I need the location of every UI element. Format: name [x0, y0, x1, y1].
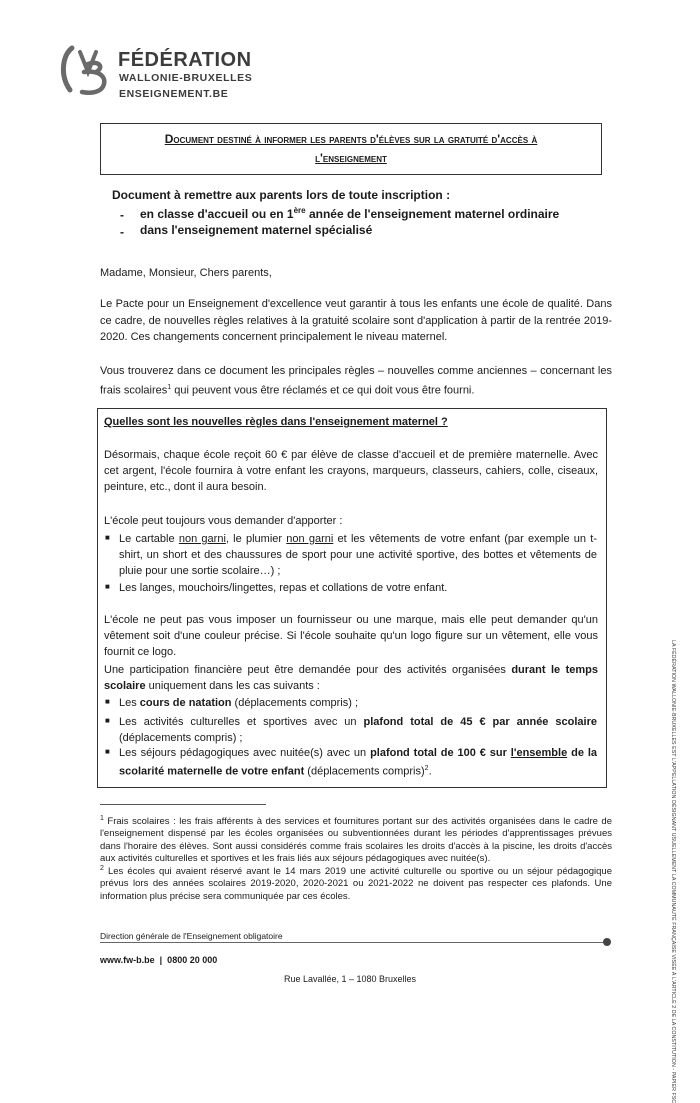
intro-paragraph-2: Vous trouverez dans ce document les principales règles – nouvelles comme anciennes – concernant les frais scolaires$^1$ qui peuvent vous être réclamés et ce qui doit vous être fourni. [100, 365, 612, 397]
footer-website: www.fw-b.be | 0800 20 000 [100, 955, 218, 965]
document-title-line-2: l'enseignement [315, 151, 387, 165]
rules-paragraph-2: L'école peut toujours vous demander d'apporter : [104, 515, 343, 527]
rules-heading: Quelles sont les nouvelles règles dans l'enseignement maternel ? [104, 416, 448, 428]
rules-item-langes: Les langes, mouchoirs/lingettes, repas et collations de votre enfant. [119, 582, 448, 594]
remettre-heading: Document à remettre aux parents lors de toute inscription : [112, 188, 451, 202]
bullet-icon: ■ [105, 747, 110, 756]
footnote-2: $^2$ Les écoles qui avaient réservé avant le 14 mars 2019 une activité culturelle ou sportive ou un séjour pédagogique prévus lors des années scolaires 2019-2020, 2020-2021 ou 2021-2022 ne doivent pas respecter ces plafonds. Une information plus précise sera communiquée par ces écoles. [100, 865, 612, 902]
footnote-rule [100, 804, 266, 805]
footnote-1: $^1$ Frais scolaires : les frais afférents à des services et fournitures portant sur des activités organisées dans le cadre de l'enseignement dispensé par les écoles organisées ou subventionnées durant les périodes d'apprentissages prévues dans l'horaire des élèves. Sont aussi considérés comme frais scolaires les droits d'accès à la piscine, les droits d'accès aux activités culturelles et sportives et les frais liés aux séjours pédagogiques avec nuitée(s). [100, 815, 612, 864]
rules-paragraph-4: Une participation financière peut être demandée pour des activités organisées durant le temps scolaire uniquement dans les cas suivants : [104, 664, 598, 692]
fwb-logo-icon [58, 42, 110, 98]
rules-item-cartable: Le cartable non garni, le plumier non garni et les vêtements de votre enfant (par exemple un t-shirt, un short et des chaussures de sport pour une activité sportive, des bottes et vêtements de pluie pour une sortie scolaire…) ; [119, 533, 597, 577]
remettre-item-2: dans l'enseignement maternel spécialisé [140, 223, 373, 237]
dash-bullet: - [120, 208, 124, 222]
rules-paragraph-1: Désormais, chaque école reçoit 60 € par élève de classe d'accueil et de première maternelle. Avec cet argent, l'école fournira à votre enfant les crayons, marqueurs, classeurs, cahiers, colle, ciseaux, peinture, etc., dont il aura besoin. [104, 449, 598, 493]
document-title-line-1: Document destiné à informer les parents d'élèves sur la gratuité d'accès à [164, 132, 538, 146]
intro-paragraph-1: Le Pacte pour un Enseignement d'excellence veut garantir à tous les enfants une école de qualité. Dans ce cadre, de nouvelles règles relatives à la gratuité scolaire sont d'application à partir de la rentrée 2019-2020. Ces changements concernent principalement le niveau maternel. [100, 298, 612, 343]
logo-title: FÉDÉRATION [118, 49, 252, 71]
dash-bullet: - [120, 225, 124, 239]
remettre-item-1: en classe d'accueil ou en 1ère année de l'enseignement maternel ordinaire [140, 206, 560, 221]
bullet-icon: ■ [105, 533, 110, 542]
rules-paragraph-3: L'école ne peut pas vous imposer un fournisseur ou une marque, mais elle peut demander qu'un vêtement soit d'une couleur précise. Si l'école souhaite qu'un logo figure sur un vêtement, elle vous fournit ce logo. [104, 614, 598, 658]
document-title-box [100, 123, 602, 175]
footer-rule [100, 942, 607, 943]
footer-address: Rue Lavallée, 1 – 1080 Bruxelles [283, 974, 417, 984]
rules-item-sejours: Les séjours pédagogiques avec nuitée(s) avec un plafond total de 100 € sur l'ensemble de la scolarité maternelle de votre enfant (déplacements compris)$^2$. [119, 747, 597, 778]
bullet-icon: ■ [105, 716, 110, 725]
bullet-icon: ■ [105, 582, 110, 591]
logo-site: ENSEIGNEMENT.BE [119, 88, 229, 100]
footer-dot-icon [603, 938, 611, 946]
rules-item-activites: Les activités culturelles et sportives avec un plafond total de 45 € par année scolaire (déplacements compris) ; [119, 716, 597, 744]
logo-subtitle: WALLONIE-BRUXELLES [119, 72, 253, 84]
federation-logo [58, 38, 318, 108]
bullet-icon: ■ [105, 697, 110, 706]
side-legal-note: LA FÉDÉRATION WALLONIE-BRUXELLES EST L'APPELLATION DÉSIGNANT USUELLEMENT LA COMMUNAUTÉ FRANÇAISE VISÉE À L'ARTICLE 2 DE LA CONSTITUTION - PAPIER FSC [670, 640, 676, 1103]
rules-item-natation: Les cours de natation (déplacements compris) ; [119, 697, 359, 709]
footer-direction: Direction générale de l'Enseignement obligatoire [100, 931, 283, 941]
greeting: Madame, Monsieur, Chers parents, [100, 267, 272, 279]
